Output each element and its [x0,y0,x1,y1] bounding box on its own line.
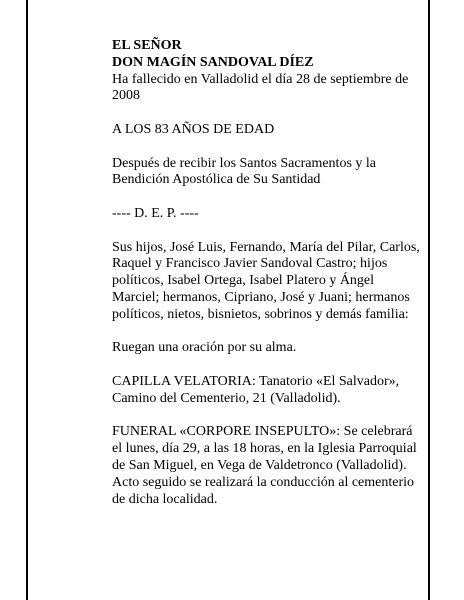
prayer-request: Ruegan una oración por su alma. [112,340,297,356]
obituary-notice [112,38,424,525]
title-line-1: EL SEÑOR [112,38,182,53]
rip-line: ---- D. E. P. ---- [112,205,199,221]
funeral-info: FUNERAL «CORPORE INSEPULTO»: Se celebrará el lunes, día 29, a las 18 horas, en la Iglesia Parroquial de San Miguel, en Vega de Valdetronco (Valladolid). Acto seguido se realizará la conducción al cementerio de dicha localidad. [112,424,417,507]
age-line: A LOS 83 AÑOS DE EDAD [112,121,275,137]
right-border-rule [428,0,430,600]
family-list: Sus hijos, José Luis, Fernando, María del Pilar, Carlos, Raquel y Francisco Javier Sandoval Castro; hijos políticos, Isabel Ortega, Isabel Platero y Ángel Marciel; hermanos, Cipriano, José y Juani; hermanos políticos, nietos, bisnietos, sobrinos y demás familia: [112,239,420,322]
left-border-rule [26,0,28,600]
chapel-info: CAPILLA VELATORIA: Tanatorio «El Salvador», Camino del Cementerio, 21 (Valladolid). [112,373,400,406]
death-info: Ha fallecido en Valladolid el día 28 de septiembre de 2008 [112,71,409,104]
deceased-name: DON MAGÍN SANDOVAL DÍEZ [112,54,314,70]
sacraments-line: Después de recibir los Santos Sacramentos y la Bendición Apostólica de Su Santidad [112,155,376,188]
